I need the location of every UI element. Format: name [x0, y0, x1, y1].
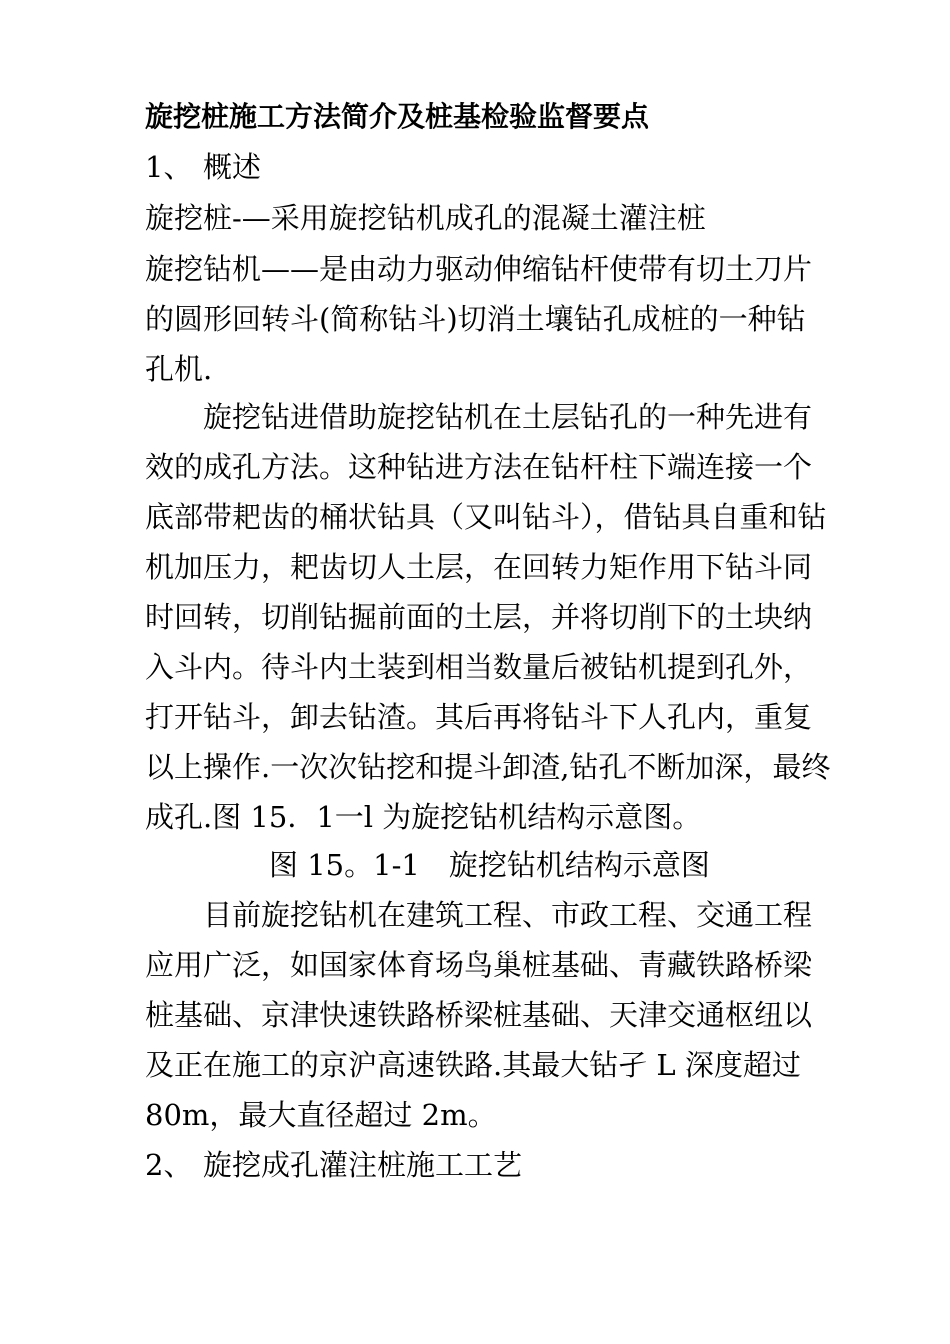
paragraph-1-line-2: 效的成孔方法。这种钻进方法在钻杆柱下端连接一个 [145, 450, 813, 484]
definition-rotary-pile: 旋挖桩-—采用旋挖钻机成孔的混凝土灌注桩 [145, 201, 706, 235]
definition-rotary-rig-line-1: 旋挖钻机——是由动力驱动伸缩钻杆使带有切土刀片 [145, 252, 813, 286]
figure-caption: 图 15。1-1 旋挖钻机结构示意图 [269, 848, 710, 882]
paragraph-2-line-5: 80m，最大直径超过 2m。 [145, 1098, 497, 1132]
definition-rotary-rig-line-2: 的圆形回转斗(简称钻斗)切消土壤钻孔成桩的一种钻 [145, 302, 806, 336]
paragraph-1-line-6: 入斗内。待斗内土装到相当数量后被钻机提到孔外， [145, 650, 813, 684]
document-title: 旋挖桩施工方法简介及桩基检验监督要点 [145, 100, 650, 133]
paragraph-1-line-4: 机加压力，耙齿切人土层，在回转力矩作用下钻斗同 [145, 550, 813, 584]
section-1-title: 概述 [203, 150, 262, 184]
section-1-heading [145, 150, 261, 184]
paragraph-1-line-7: 打开钻斗，卸去钻渣。其后再将钻斗下人孔内，重复 [145, 700, 813, 734]
section-2-heading [145, 1148, 522, 1182]
paragraph-2-line-4: 及正在施工的京沪高速铁路.其最大钻孑 L 深度超过 [145, 1048, 801, 1082]
paragraph-2-line-1: 目前旋挖钻机在建筑工程、市政工程、交通工程 [203, 898, 813, 932]
section-1-number: 1、 [145, 150, 193, 184]
paragraph-1-line-3: 底部带耙齿的桶状钻具（又叫钻斗），借钻具自重和钻 [145, 500, 827, 534]
definition-rotary-rig-line-3: 孔机. [145, 352, 213, 386]
paragraph-1-line-1: 旋挖钻进借助旋挖钻机在土层钻孔的一种先进有 [203, 400, 813, 434]
paragraph-2-line-2: 应用广泛，如国家体育场鸟巢桩基础、青藏铁路桥梁 [145, 948, 813, 982]
paragraph-1-line-9: 成孔.图 15．1一l 为旋挖钻机结构示意图。 [145, 800, 702, 834]
paragraph-1-line-8: 以上操作.一次次钻挖和提斗卸渣,钻孔不断加深，最终 [145, 750, 831, 784]
section-2-title: 旋挖成孔灌注桩施工工艺 [203, 1148, 523, 1182]
section-2-number: 2、 [145, 1148, 193, 1182]
paragraph-2-line-3: 桩基础、京津快速铁路桥梁桩基础、天津交通枢纽以 [145, 998, 813, 1032]
paragraph-1-line-5: 时回转，切削钻掘前面的土层，并将切削下的土块纳 [145, 600, 813, 634]
